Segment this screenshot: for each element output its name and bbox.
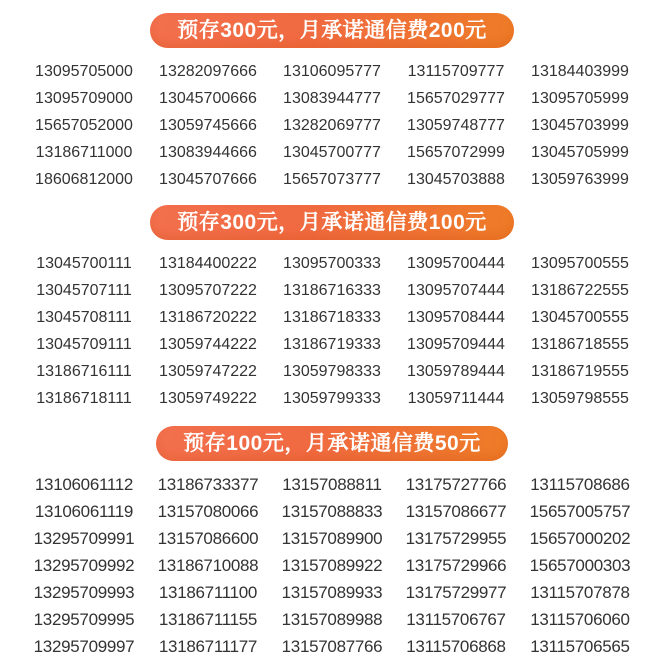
phone-number: 13186719555	[531, 363, 629, 380]
phone-number: 13157086600	[157, 529, 259, 548]
phone-number: 13186722555	[531, 282, 629, 299]
phone-number: 13045705999	[531, 144, 629, 161]
phone-number: 13095705000	[35, 63, 133, 80]
phone-number: 13157089922	[281, 556, 383, 575]
phone-number: 13184400222	[159, 255, 257, 272]
phone-number: 13115706060	[530, 610, 630, 629]
phone-number-grid	[0, 58, 664, 193]
phone-number: 13184403999	[531, 63, 629, 80]
phone-number: 13115706767	[406, 610, 506, 629]
phone-number: 13175729977	[405, 583, 507, 602]
phone-number: 13186711155	[158, 610, 258, 629]
phone-number: 13045707111	[36, 282, 132, 299]
phone-number: 13059747222	[159, 363, 257, 380]
phone-number: 13295709997	[33, 637, 135, 656]
plan-section-50	[0, 426, 664, 660]
phone-number: 13059749222	[159, 390, 257, 407]
phone-number: 13059798333	[283, 363, 381, 380]
phone-number: 13106095777	[283, 63, 381, 80]
phone-number: 13115706565	[530, 637, 630, 656]
phone-number: 13095705999	[531, 90, 629, 107]
phone-number: 13186710088	[157, 556, 259, 575]
phone-number: 13106061119	[34, 502, 134, 521]
phone-number: 13045700555	[531, 309, 629, 326]
phone-number: 15657005757	[529, 502, 631, 521]
phone-number: 13115708686	[530, 475, 630, 494]
phone-number-grid	[0, 250, 664, 412]
phone-number: 13157089900	[281, 529, 383, 548]
phone-number: 13186718111	[36, 390, 132, 407]
phone-number: 13295709991	[33, 529, 135, 548]
phone-number: 13059744222	[159, 336, 257, 353]
phone-number: 13095708444	[407, 309, 505, 326]
phone-number: 13295709995	[33, 610, 135, 629]
phone-number: 15657052000	[35, 117, 133, 134]
phone-number: 18606812000	[35, 171, 133, 188]
phone-number: 13095700555	[531, 255, 629, 272]
phone-number: 13045703888	[407, 171, 505, 188]
phone-number: 13095709444	[407, 336, 505, 353]
phone-number: 13045700777	[283, 144, 381, 161]
plan-header-row	[0, 0, 664, 48]
phone-number: 13115709777	[407, 63, 505, 80]
plan-section-100	[0, 205, 664, 412]
phone-number: 13045707666	[159, 171, 257, 188]
phone-number: 13175727766	[405, 475, 507, 494]
phone-number: 13157088811	[282, 475, 382, 494]
phone-number: 13186719333	[283, 336, 381, 353]
phone-number: 13186716111	[36, 363, 132, 380]
phone-number: 13106061112	[34, 475, 134, 494]
phone-number: 13083944777	[283, 90, 381, 107]
phone-number: 13059763999	[531, 171, 629, 188]
plan-section-200	[0, 0, 664, 193]
phone-number-grid	[0, 471, 664, 660]
phone-number: 15657000202	[529, 529, 631, 548]
phone-number: 13045700666	[159, 90, 257, 107]
phone-number: 13186733377	[157, 475, 259, 494]
phone-number: 13095707222	[159, 282, 257, 299]
phone-number: 13045708111	[36, 309, 132, 326]
phone-number: 13157088833	[281, 502, 383, 521]
phone-number: 13059799333	[283, 390, 381, 407]
phone-number: 13282097666	[159, 63, 257, 80]
phone-number: 15657073777	[283, 171, 381, 188]
phone-number: 13095709000	[35, 90, 133, 107]
plan-header-badge: 预存300元，月承诺通信费200元	[150, 13, 514, 48]
phone-number: 13157087766	[281, 637, 383, 656]
plan-header-row	[0, 205, 664, 240]
phone-number: 13175729955	[405, 529, 507, 548]
phone-number: 13186716333	[283, 282, 381, 299]
phone-number: 13157089933	[281, 583, 383, 602]
phone-number: 15657072999	[407, 144, 505, 161]
phone-number: 13045703999	[531, 117, 629, 134]
phone-number: 13059745666	[159, 117, 257, 134]
phone-number: 13059711444	[407, 390, 505, 407]
phone-number: 13059789444	[407, 363, 505, 380]
phone-number: 13186711177	[158, 637, 258, 656]
phone-number: 13083944666	[159, 144, 257, 161]
phone-number: 13295709992	[33, 556, 135, 575]
plan-header-row	[0, 426, 664, 461]
phone-number: 13175729966	[405, 556, 507, 575]
phone-number: 13045700111	[36, 255, 132, 272]
phone-number: 13186711100	[158, 583, 258, 602]
phone-number: 13186720222	[159, 309, 257, 326]
phone-number: 13095700333	[283, 255, 381, 272]
phone-number: 13095707444	[407, 282, 505, 299]
phone-number: 13282069777	[283, 117, 381, 134]
phone-number: 13157080066	[157, 502, 259, 521]
phone-number: 13095700444	[407, 255, 505, 272]
phone-number: 15657029777	[407, 90, 505, 107]
phone-number: 13157086677	[405, 502, 507, 521]
phone-number: 13186718555	[531, 336, 629, 353]
phone-number: 13186718333	[283, 309, 381, 326]
phone-number: 13186711000	[35, 144, 133, 161]
phone-number: 15657000303	[529, 556, 631, 575]
plan-header-badge: 预存100元，月承诺通信费50元	[156, 426, 507, 461]
plan-header-badge: 预存300元，月承诺通信费100元	[150, 205, 514, 240]
phone-number: 13059748777	[407, 117, 505, 134]
phone-number: 13045709111	[36, 336, 132, 353]
phone-number: 13115706868	[406, 637, 506, 656]
phone-number: 13115707878	[530, 583, 630, 602]
phone-number: 13059798555	[531, 390, 629, 407]
phone-number: 13157089988	[281, 610, 383, 629]
phone-number: 13295709993	[33, 583, 135, 602]
